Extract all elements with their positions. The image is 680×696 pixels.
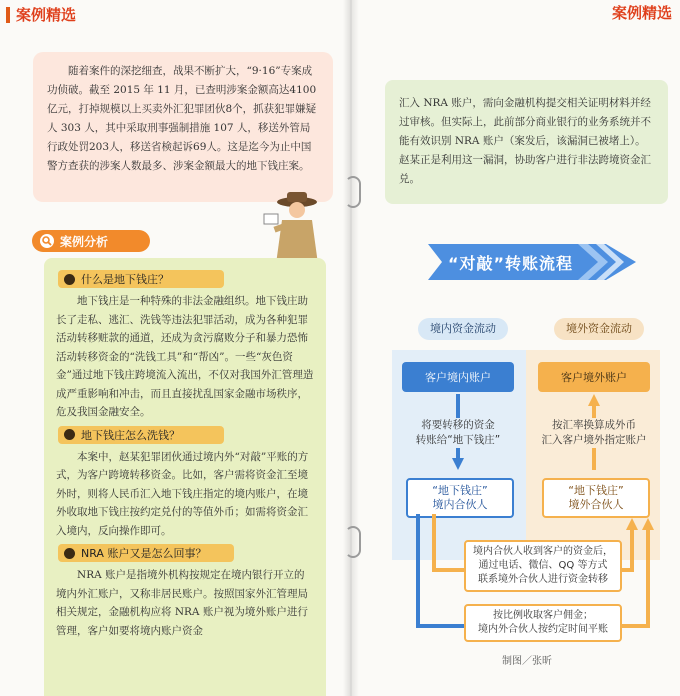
question-heading <box>58 544 234 562</box>
figure-credit: 制图／张昕 <box>502 656 552 667</box>
bullet-icon <box>64 429 75 440</box>
right-header-title: 案例精选 <box>611 4 672 22</box>
binding-ring <box>345 526 361 558</box>
magnifier-icon <box>40 234 54 248</box>
step-left-text: 将要转移的资金 转账给“地下钱庄” <box>398 418 518 448</box>
question-heading <box>58 270 224 288</box>
q2-text: 本案中，赵某犯罪团伙通过境内外“对敲”平账的方式，为客户跨境转移资金。比如，客户需将资金汇至境外时，则将人民币汇入地下钱庄指定的境内账户，在境外收取地下钱庄按约定兑付的等值外币；如需将资金汇入境内，反向操作即可。 <box>56 450 309 537</box>
q1-text: 地下钱庄是一种特殊的非法金融组织。地下钱庄助长了走私、逃汇、洗钱等违法犯罪活动，成为各种犯罪活动转移赃款的通道，还成为贪污腐败分子和暴力恐怖活动转移资金的“洗钱工具”和“帮凶”。一些“灰色资金”通过地下钱庄跨境流入流出，不仅对我国外汇管理造成严重影响和冲击，而且直接扰乱国家金融市场秩序，危及我国金融安全。 <box>56 295 314 418</box>
col-left-label: 境内资金流动 <box>418 318 508 340</box>
analysis-badge <box>32 230 150 252</box>
flow-title: “对敲”转账流程 <box>448 254 574 273</box>
question-heading <box>58 426 224 444</box>
col-right-label: 境外资金流动 <box>554 318 644 340</box>
q3-text: NRA 账户是指境外机构按规定在境内银行开立的境内外汇账户，又称非居民账户。按照国家外汇管理局相关规定，金融机构应将 NRA 账户视为境外账户进行管理，客户如要将境内账户资金 <box>56 569 308 637</box>
nra-continued-box: 汇入 NRA 账户，需向金融机构提交相关证明材料并经过审核。但实际上，此前部分商业银行的业务系统并不能有效识别 NRA 账户（案发后，该漏洞已被堵上）。赵某正是利用这一漏洞，协助客户进行非法跨境资金汇兑。 <box>385 80 668 204</box>
binding-ring <box>345 176 361 208</box>
node-client-domestic: 客户境内账户 <box>402 362 514 392</box>
box-fee: 按比例收取客户佣金； 境内外合伙人按约定时间平账 <box>464 604 622 642</box>
analysis-panel <box>44 258 326 696</box>
page-gutter <box>343 0 359 696</box>
bullet-icon <box>64 274 75 285</box>
header-bar <box>6 7 10 23</box>
node-client-foreign: 客户境外账户 <box>538 362 650 392</box>
node-partner-foreign: “地下钱庄” 境外合伙人 <box>542 478 650 518</box>
analysis-label: 案例分析 <box>60 234 109 249</box>
q2-title: 地下钱庄怎么洗钱？ <box>81 428 180 442</box>
bullet-icon <box>64 548 75 559</box>
left-header <box>6 4 76 25</box>
case-intro-box: 随着案件的深挖细查，战果不断扩大，“9·16”专案成功侦破。截至 2015 年 11 月，已查明涉案金额高达4100亿元，打掉规模以上买卖外汇犯罪团伙8个，抓获犯罪嫌疑人 303 人，其中采取刑事强制措施 107 人，移送外管局行政处罚203人，移送省検起诉69人。这是迄今为止中国警方查获的涉案人数最多、涉案金额最大的地下钱庄案。 <box>33 52 333 202</box>
step-right-text: 按汇率换算成外币 汇入客户境外指定账户 <box>532 418 656 448</box>
q1-title: 什么是地下钱庄？ <box>81 273 169 286</box>
node-partner-domestic: “地下钱庄” 境内合伙人 <box>406 478 514 518</box>
q3-title: NRA 账户又是怎么回事？ <box>81 547 207 560</box>
left-header-title: 案例精选 <box>16 6 77 24</box>
box-notify: 境内合伙人收到客户的资金后， 通过电话、微信、QQ 等方式 联系境外合伙人进行资金转移 <box>464 540 622 592</box>
